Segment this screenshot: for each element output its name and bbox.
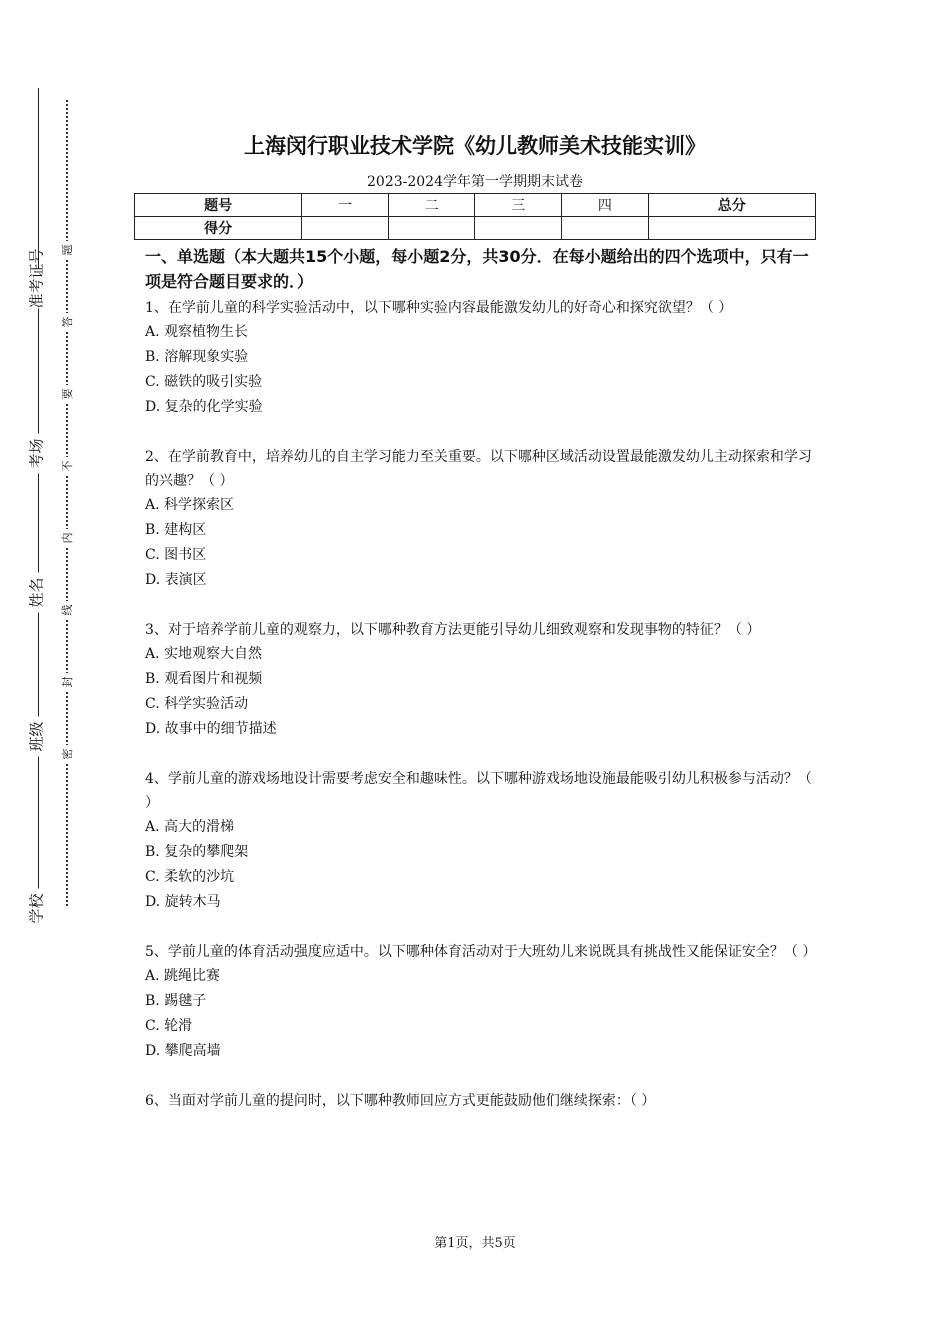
question-item — [145, 445, 813, 593]
seal-char: 不 — [59, 457, 75, 475]
score-header-cell: 题号 — [135, 194, 302, 217]
question-item — [145, 940, 817, 1064]
question-item — [145, 296, 813, 420]
option-d: D. 复杂的化学实验 — [145, 399, 263, 415]
question-stem: 3、对于培养学前儿童的观察力，以下哪种教育方法更能引导幼儿细致观察和发现事物的特征？（ ） — [145, 622, 761, 638]
question-stem: 2、在学前教育中，培养幼儿的自主学习能力至关重要。以下哪种区域活动设置最能激发幼儿主动探索和学习的兴趣？（ ） — [145, 449, 812, 489]
binding-margin — [0, 0, 80, 1344]
score-cell — [648, 217, 815, 240]
question-stem: 6、当面对学前儿童的提问时，以下哪种教师回应方式更能鼓励他们继续探索：（ ） — [145, 1093, 656, 1109]
option-a: A. 跳绳比赛 — [145, 968, 221, 984]
option-c: C. 轮滑 — [145, 1018, 193, 1034]
option-a: A. 实地观察大自然 — [145, 646, 263, 662]
score-table-header-row — [135, 194, 816, 217]
option-d: D. 故事中的细节描述 — [145, 721, 277, 737]
exam-title: 上海闵行职业技术学院《幼儿教师美术技能实训》 — [244, 134, 706, 158]
seal-char: 要 — [59, 385, 75, 403]
score-header-cell: 四 — [562, 194, 649, 217]
option-c: C. 科学实验活动 — [145, 696, 249, 712]
score-cell — [302, 217, 389, 240]
option-a: A. 观察植物生长 — [145, 324, 249, 340]
school-label: 学校 — [26, 889, 47, 929]
question-stem: 4、学前儿童的游戏场地设计需要考虑安全和趣味性。以下哪种游戏场地设施最能吸引幼儿积极参与活动？（ ） — [145, 771, 812, 811]
question-item — [145, 1089, 813, 1113]
score-table — [134, 193, 816, 240]
option-d: D. 旋转木马 — [145, 894, 221, 910]
option-b: B. 复杂的攀爬架 — [145, 844, 249, 860]
option-c: C. 图书区 — [145, 547, 207, 563]
option-b: B. 溶解现象实验 — [145, 349, 249, 365]
option-b: B. 观看图片和视频 — [145, 671, 263, 687]
option-b: B. 建构区 — [145, 522, 207, 538]
seal-char: 密 — [59, 745, 75, 763]
option-a: A. 科学探索区 — [145, 497, 235, 513]
option-a: A. 高大的滑梯 — [145, 819, 235, 835]
option-d: D. 攀爬高墙 — [145, 1043, 221, 1059]
section-heading: 一、单选题（本大题共15个小题，每小题2分，共30分．在每小题给出的四个选项中，只有一项是符合题目要求的．） — [145, 247, 809, 291]
seal-dotted-line — [66, 100, 68, 906]
name-label: 姓名 — [26, 573, 47, 613]
option-c: C. 磁铁的吸引实验 — [145, 374, 263, 390]
question-item — [145, 767, 813, 915]
option-b: B. 踢毽子 — [145, 993, 207, 1009]
option-c: C. 柔软的沙坑 — [145, 869, 235, 885]
seal-char: 题 — [59, 241, 75, 259]
question-list — [145, 296, 817, 1138]
score-row-label: 得分 — [135, 217, 302, 240]
question-stem: 1、在学前儿童的科学实验活动中，以下哪种实验内容最能激发幼儿的好奇心和探究欲望？（ ） — [145, 300, 733, 316]
score-header-cell: 三 — [475, 194, 562, 217]
score-header-cell: 二 — [388, 194, 475, 217]
score-table-score-row — [135, 217, 816, 240]
seal-char: 内 — [59, 529, 75, 547]
exam-subtitle: 2023-2024学年第一学期期末试卷 — [367, 174, 583, 190]
option-d: D. 表演区 — [145, 572, 207, 588]
question-item — [145, 618, 813, 742]
score-header-cell: 总分 — [648, 194, 815, 217]
score-cell — [475, 217, 562, 240]
exam-room-label: 考场 — [26, 434, 47, 474]
binding-line — [38, 88, 39, 924]
score-cell — [562, 217, 649, 240]
question-stem: 5、学前儿童的体育活动强度应适中。以下哪种体育活动对于大班幼儿来说既具有挑战性又能保证安全？（ ） — [145, 944, 817, 960]
score-header-cell: 一 — [302, 194, 389, 217]
class-label: 班级 — [26, 717, 47, 757]
page-footer: 第1页，共5页 — [434, 1236, 516, 1251]
seal-char: 线 — [59, 601, 75, 619]
score-cell — [388, 217, 475, 240]
seal-char: 答 — [59, 313, 75, 331]
seal-char: 封 — [59, 673, 75, 691]
exam-number-label: 准考证号 — [27, 248, 46, 309]
